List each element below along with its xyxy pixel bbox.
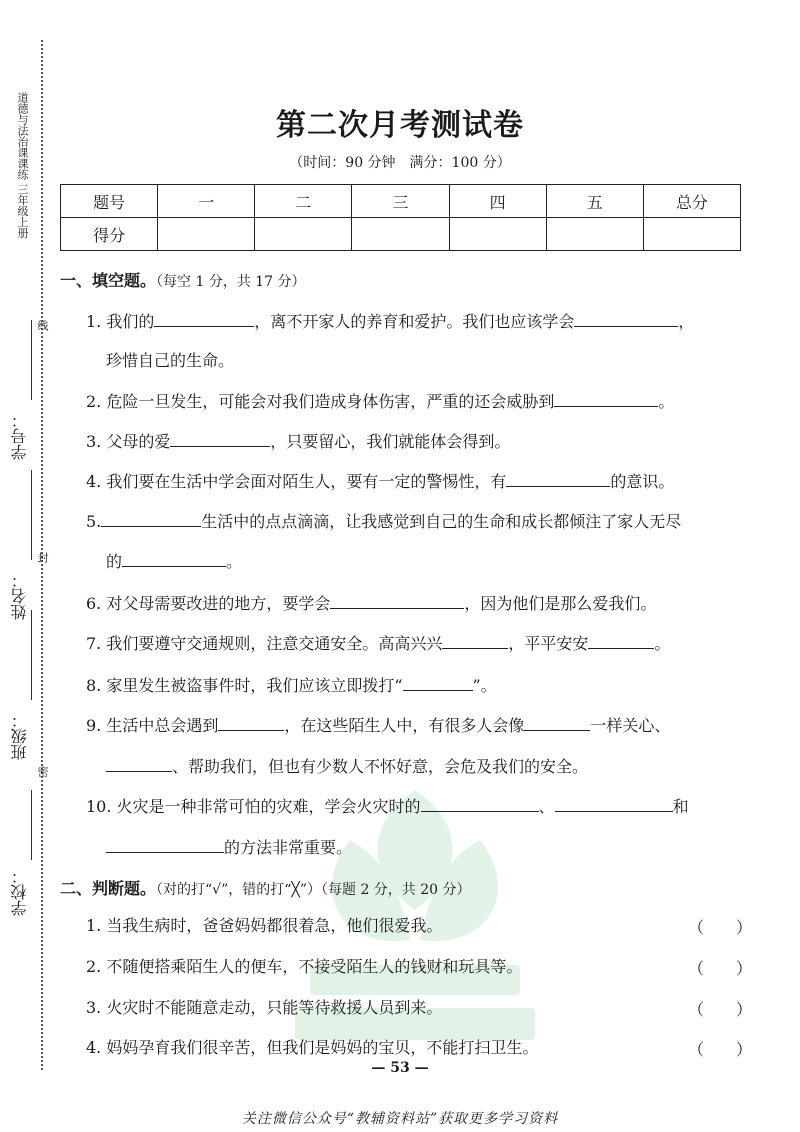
q7-text-a: 7. 我们要遵守交通规则，注意交通安全。高高兴兴 bbox=[86, 634, 443, 653]
judge-item-1: 1. 当我生病时，爸爸妈妈都很着急，他们很爱我。 bbox=[86, 916, 443, 935]
question-9 bbox=[86, 714, 670, 737]
q3-text-a: 3. 父母的爱 bbox=[86, 432, 171, 451]
q10-text-a: 10. 火灾是一种非常可怕的灾难，学会火灾时的 bbox=[86, 797, 421, 816]
book-series-label: 道德与法治课课练 三年级上册 bbox=[16, 92, 29, 239]
question-4 bbox=[86, 470, 674, 493]
score-cell[interactable] bbox=[255, 218, 352, 251]
question-9-cont bbox=[106, 755, 588, 778]
q1-blank-2[interactable] bbox=[574, 310, 678, 327]
q10-blank-1[interactable] bbox=[421, 795, 539, 812]
question-2 bbox=[86, 390, 674, 413]
exam-title: 第二次月考测试卷 bbox=[276, 108, 524, 143]
q9-text-d: 、帮助我们，但也有少数人不怀好意，会危及我们的安全。 bbox=[172, 757, 589, 776]
q5-text-b: 生活中的点点滴滴，让我感觉到自己的生命和成长都倾注了家人无尽 bbox=[201, 512, 682, 531]
score-table-score-row bbox=[61, 218, 741, 251]
score-cell[interactable] bbox=[158, 218, 255, 251]
score-header-cell: 二 bbox=[255, 185, 352, 218]
question-10 bbox=[86, 795, 689, 818]
score-cell[interactable] bbox=[546, 218, 643, 251]
q1-text-c: ， bbox=[678, 312, 695, 331]
school-label: 学校： bbox=[10, 868, 29, 916]
class-input-line[interactable] bbox=[31, 610, 32, 700]
footer-note: 关注微信公众号“教辅资料站”获取更多学习资料 bbox=[241, 1111, 559, 1127]
q10-text-d: 的方法非常重要。 bbox=[224, 838, 353, 857]
section2-title: 二、判断题。 bbox=[60, 879, 157, 898]
q10-blank-3[interactable] bbox=[106, 836, 224, 853]
question-1-cont: 珍惜自己的生命。 bbox=[106, 351, 235, 370]
page-number: — 53 — bbox=[371, 1060, 429, 1076]
section1-note: （每空 1 分，共 17 分） bbox=[156, 274, 306, 290]
q7-blank-1[interactable] bbox=[442, 632, 508, 649]
question-6 bbox=[86, 592, 656, 615]
q5-blank-1[interactable] bbox=[101, 510, 201, 527]
score-header-cell: 四 bbox=[449, 185, 546, 218]
score-row-label: 得分 bbox=[61, 218, 158, 251]
q8-text-a: 8. 家里发生被盗事件时，我们应该立即拨打“ bbox=[86, 676, 403, 695]
section1-title: 一、填空题。 bbox=[60, 271, 157, 290]
q9-blank-2[interactable] bbox=[524, 714, 590, 731]
q2-text-b: 。 bbox=[658, 392, 675, 411]
q9-text-c: 一样关心、 bbox=[590, 716, 671, 735]
q1-blank-1[interactable] bbox=[154, 310, 254, 327]
seal-line-mark: 线 bbox=[36, 320, 49, 331]
student-id-label: 学号： bbox=[10, 412, 29, 460]
question-5 bbox=[86, 510, 681, 533]
q9-blank-3[interactable] bbox=[106, 755, 172, 772]
judge-answer-4[interactable]: （ ） bbox=[688, 1040, 753, 1059]
judge-item-3: 3. 火灾时不能随意走动，只能等待救援人员到来。 bbox=[86, 998, 443, 1017]
q10-text-c: 和 bbox=[672, 797, 689, 816]
judge-answer-3[interactable]: （ ） bbox=[688, 1000, 753, 1019]
q4-blank-1[interactable] bbox=[506, 470, 610, 487]
q5-text-d: 。 bbox=[226, 552, 243, 571]
seal-seal-mark: 封 bbox=[36, 552, 49, 563]
q10-blank-2[interactable] bbox=[555, 795, 673, 812]
question-10-cont bbox=[106, 836, 352, 859]
q8-text-b: ”。 bbox=[472, 676, 497, 695]
q3-blank-1[interactable] bbox=[170, 430, 270, 447]
judge-item-4: 4. 妈妈孕育我们很辛苦，但我们是妈妈的宝贝，不能打扫卫生。 bbox=[86, 1038, 539, 1057]
section2-note: （对的打“√”，错的打“╳”）（每题 2 分，共 20 分） bbox=[156, 882, 471, 898]
q3-text-b: ，只要留心，我们就能体会得到。 bbox=[270, 432, 511, 451]
question-7 bbox=[86, 632, 670, 655]
q9-blank-1[interactable] bbox=[218, 714, 284, 731]
q1-text-a: 1. 我们的 bbox=[86, 312, 155, 331]
question-8 bbox=[86, 674, 497, 697]
score-table-header-row bbox=[61, 185, 741, 218]
school-input-line[interactable] bbox=[31, 790, 32, 860]
question-5-cont bbox=[106, 550, 242, 573]
question-3 bbox=[86, 430, 510, 453]
q6-text-b: ，因为他们是那么爱我们。 bbox=[464, 594, 657, 613]
q9-text-a: 9. 生活中总会遇到 bbox=[86, 716, 219, 735]
q5-blank-2[interactable] bbox=[122, 550, 226, 567]
name-label: 姓名： bbox=[10, 572, 29, 620]
class-label: 班级： bbox=[10, 712, 29, 760]
q9-text-b: ，在这些陌生人中，有很多人会像 bbox=[284, 716, 525, 735]
question-1 bbox=[86, 310, 694, 333]
score-cell[interactable] bbox=[352, 218, 449, 251]
q2-text-a: 2. 危险一旦发生，可能会对我们造成身体伤害，严重的还会威胁到 bbox=[86, 392, 555, 411]
score-header-cell: 总分 bbox=[643, 185, 740, 218]
q7-blank-2[interactable] bbox=[588, 632, 654, 649]
q4-text-a: 4. 我们要在生活中学会面对陌生人，要有一定的警惕性，有 bbox=[86, 472, 507, 491]
q5-text-a: 5. bbox=[86, 512, 102, 531]
judge-answer-1[interactable]: （ ） bbox=[688, 918, 753, 937]
q10-text-b: 、 bbox=[538, 797, 555, 816]
score-header-cell: 一 bbox=[158, 185, 255, 218]
judge-answer-2[interactable]: （ ） bbox=[688, 959, 753, 978]
name-input-line[interactable] bbox=[31, 470, 32, 560]
section2-heading bbox=[60, 876, 471, 899]
q8-blank-1[interactable] bbox=[403, 674, 473, 691]
q6-blank-1[interactable] bbox=[330, 592, 464, 609]
q7-text-c: 。 bbox=[654, 634, 671, 653]
score-header-cell: 题号 bbox=[61, 185, 158, 218]
score-header-cell: 五 bbox=[546, 185, 643, 218]
q6-text-a: 6. 对父母需要改进的地方，要学会 bbox=[86, 594, 331, 613]
seal-secret-mark: 密 bbox=[36, 766, 49, 777]
exam-subtitle: （时间：90 分钟 满分：100 分） bbox=[289, 155, 511, 171]
q1-text-b: ，离不开家人的养育和爱护。我们也应该学会 bbox=[254, 312, 575, 331]
q4-text-b: 的意识。 bbox=[610, 472, 675, 491]
score-cell[interactable] bbox=[449, 218, 546, 251]
student-id-input-line[interactable] bbox=[31, 320, 32, 400]
score-table bbox=[60, 184, 741, 251]
section1-heading bbox=[60, 268, 306, 291]
q7-text-b: ，平平安安 bbox=[508, 634, 589, 653]
q5-text-c: 的 bbox=[106, 552, 123, 571]
score-header-cell: 三 bbox=[352, 185, 449, 218]
score-cell[interactable] bbox=[643, 218, 740, 251]
judge-item-2: 2. 不随便搭乘陌生人的便车，不接受陌生人的钱财和玩具等。 bbox=[86, 957, 523, 976]
q2-blank-1[interactable] bbox=[554, 390, 658, 407]
